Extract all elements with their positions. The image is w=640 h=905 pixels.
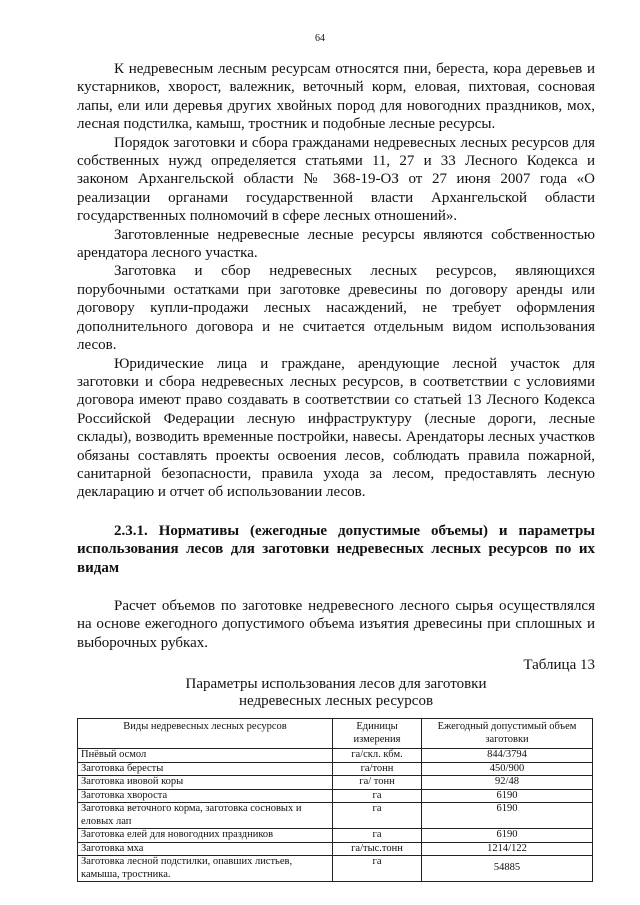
cell-unit: га/тыс.тонн <box>333 842 422 856</box>
cell-unit: га <box>333 856 422 882</box>
parameters-table <box>77 718 593 882</box>
cell-type: Заготовка лесной подстилки, опавших листьев, камыша, тростника. <box>78 856 333 882</box>
cell-unit: га/тонн <box>333 762 422 776</box>
page-content <box>77 60 595 882</box>
paragraph: Порядок заготовки и сбора гражданами недревесных лесных ресурсов для собственных нужд определяется статьями 11, 27 и 33 Лесного Кодекса и законом Архангельской области № 368-19-ОЗ от 27 июня 2007 года «О реализации органами государственной власти Архангельской области государственных полномочий в сфере лесных отношений». <box>77 134 595 225</box>
table-row <box>78 829 593 843</box>
paragraph: Заготовленные недревесные лесные ресурсы являются собственностью арендатора лесного участка. <box>77 226 595 262</box>
cell-volume: 1214/122 <box>422 842 593 856</box>
table-label: Таблица 13 <box>523 657 595 674</box>
cell-type: Заготовка елей для новогодних праздников <box>78 829 333 843</box>
calc-paragraph: Расчет объемов по заготовке недревесного лесного сырья осуществлялся на основе ежегодного допустимого объема изъятия древесины при сплошных и выборочных рубках. <box>77 597 595 651</box>
cell-type: Заготовка веточного корма, заготовка сосновых и еловых лап <box>78 803 333 829</box>
cell-volume: 450/900 <box>422 762 593 776</box>
table-row <box>78 803 593 829</box>
cell-type: Заготовка хвороста <box>78 789 333 803</box>
cell-volume: 844/3794 <box>422 749 593 763</box>
table-title-line: Параметры использования лесов для заготовки <box>185 676 487 693</box>
cell-type: Заготовка мха <box>78 842 333 856</box>
section-heading: 2.3.1. Нормативы (ежегодные допустимые объемы) и параметры использования лесов для заготовки недревесных лесных ресурсов по их видам <box>77 522 595 576</box>
table-row <box>78 776 593 790</box>
table-title <box>77 676 595 710</box>
cell-unit: га/ тонн <box>333 776 422 790</box>
header-unit: Единицы измерения <box>333 719 422 749</box>
cell-unit: га/скл. кбм. <box>333 749 422 763</box>
cell-type: Пнёвый осмол <box>78 749 333 763</box>
header-volume: Ежегодный допустимый объем заготовки <box>422 719 593 749</box>
cell-type: Заготовка бересты <box>78 762 333 776</box>
header-type: Виды недревесных лесных ресурсов <box>78 719 333 749</box>
cell-volume: 54885 <box>422 856 593 882</box>
paragraph: К недревесным лесным ресурсам относятся пни, береста, кора деревьев и кустарников, хворост, валежник, веточный корм, еловая, пихтовая, сосновая лапы, ели или деревья других хвойных пород для новогодних праздников, мох, лесная подстилка, камыш, тростник и подобные лесные ресурсы. <box>77 61 595 133</box>
cell-type: Заготовка ивовой коры <box>78 776 333 790</box>
cell-unit: га <box>333 803 422 829</box>
cell-unit: га <box>333 829 422 843</box>
table-row <box>78 749 593 763</box>
paragraph: Юридические лица и граждане, арендующие лесной участок для заготовки и сбора недревесных лесных ресурсов, в соответствии с условиями договора имеют право создавать в соответствии со статьей 13 Лесного Кодекса Российской Федерации лесную инфраструктуру (лесные дороги, лесные склады), возводить временные постройки, навесы. Арендаторы лесных участков обязаны составлять проекты освоения лесов, соблюдать правила пожарной, санитарной безопасности, правила ухода за лесом, предоставлять лесную декларацию и отчет об использовании лесов. <box>77 355 595 501</box>
cell-volume: 6190 <box>422 803 593 829</box>
table-row <box>78 762 593 776</box>
page-number: 64 <box>315 33 325 44</box>
table-row <box>78 856 593 882</box>
cell-unit: га <box>333 789 422 803</box>
table-row <box>78 842 593 856</box>
cell-volume: 6190 <box>422 789 593 803</box>
cell-volume: 92/48 <box>422 776 593 790</box>
table-row <box>78 789 593 803</box>
paragraph: Заготовка и сбор недревесных лесных ресурсов, являющихся порубочными остатками при заготовке древесины по договору аренды или договору купли-продажи лесных насаждений, не требует оформления дополнительного договора и не считается отдельным видом использования лесов. <box>77 263 595 354</box>
table-title-line: недревесных лесных ресурсов <box>238 693 434 710</box>
cell-volume: 6190 <box>422 829 593 843</box>
table-header-row <box>78 719 593 749</box>
